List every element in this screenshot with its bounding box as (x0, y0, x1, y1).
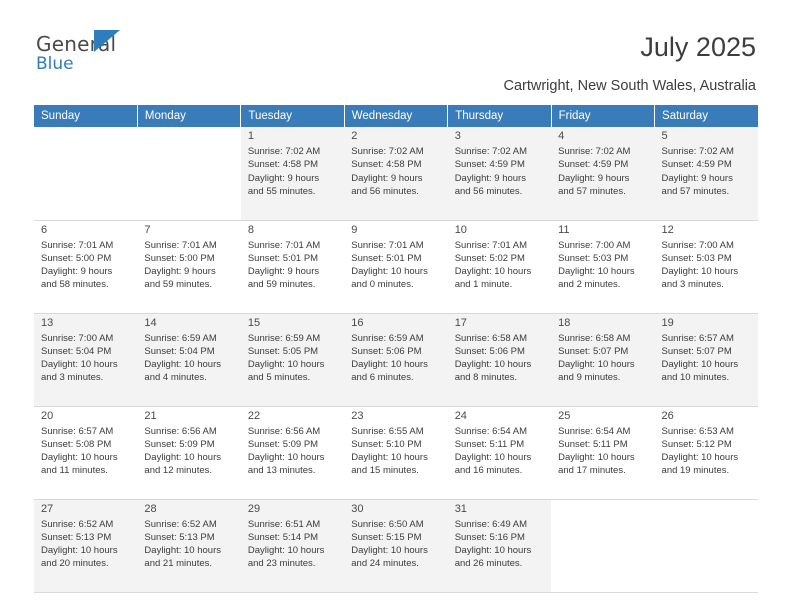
day-info-line: and 56 minutes. (351, 185, 419, 197)
day-info-line: Sunset: 5:01 PM (247, 252, 319, 264)
day-number: 9 (351, 223, 358, 236)
day-number: 4 (558, 130, 565, 142)
day-info-line: Sunset: 5:06 PM (454, 345, 525, 357)
day-info-line: and 0 minutes. (351, 279, 414, 291)
day-info-line: Sunset: 4:58 PM (351, 159, 422, 171)
calendar-header-row (34, 105, 758, 127)
day-info-line: Daylight: 10 hours (247, 452, 325, 464)
page-header (0, 0, 792, 94)
day-info-line: and 19 minutes. (661, 465, 730, 477)
calendar-day-cell[interactable] (137, 499, 240, 592)
day-info-line: Sunrise: 6:51 AM (247, 518, 321, 530)
calendar-day-cell[interactable] (551, 313, 654, 406)
calendar-cell-empty (655, 499, 758, 592)
logo-flag-icon (94, 30, 120, 52)
day-sun-info (248, 239, 339, 292)
day-info-line: Sunrise: 6:57 AM (41, 425, 114, 437)
day-sun-info (41, 518, 132, 571)
day-number: 13 (41, 316, 54, 329)
day-number: 20 (41, 409, 54, 422)
day-info-line: Sunset: 5:04 PM (144, 345, 215, 357)
day-sun-info (558, 332, 649, 385)
day-info-line: and 20 minutes. (41, 558, 109, 570)
day-info-line: Daylight: 10 hours (41, 452, 118, 464)
day-sun-info (351, 425, 442, 478)
day-info-line: and 8 minutes. (454, 372, 518, 384)
day-info-line: Sunset: 5:11 PM (558, 438, 628, 450)
day-info-line: Daylight: 9 hours (247, 266, 320, 278)
day-info-line: Sunrise: 6:59 AM (351, 332, 424, 344)
day-info-line: and 5 minutes. (247, 372, 311, 384)
day-info-line: Sunrise: 7:01 AM (351, 239, 424, 251)
day-number: 5 (661, 130, 668, 142)
day-info-line: Sunset: 5:06 PM (351, 345, 422, 357)
day-sun-info (455, 145, 546, 198)
day-info-line: Sunrise: 7:01 AM (144, 239, 217, 251)
calendar-day-cell[interactable] (551, 220, 654, 313)
day-number: 12 (661, 223, 674, 236)
day-info-line: Sunset: 5:11 PM (454, 438, 525, 450)
day-sun-info (248, 332, 339, 385)
day-info-line: Daylight: 10 hours (351, 452, 428, 464)
weekday-header-thursday: Thursday (448, 105, 551, 127)
day-info-line: and 12 minutes. (144, 465, 213, 477)
logo-text-blue: Blue (36, 54, 74, 74)
day-sun-info (144, 518, 235, 571)
day-info-line: Sunrise: 7:00 AM (41, 332, 114, 344)
day-info-line: Daylight: 9 hours (558, 172, 630, 184)
day-number: 30 (351, 502, 364, 515)
day-number: 16 (351, 316, 364, 329)
calendar-day-cell[interactable] (655, 406, 758, 499)
calendar-day-cell[interactable] (448, 127, 551, 220)
day-number: 23 (351, 409, 364, 422)
day-number: 28 (144, 502, 157, 515)
day-info-line: Sunrise: 7:01 AM (247, 239, 321, 251)
day-info-line: Daylight: 10 hours (454, 359, 532, 371)
day-info-line: Daylight: 9 hours (351, 172, 423, 184)
calendar-day-cell[interactable] (241, 127, 344, 220)
day-info-line: Daylight: 10 hours (558, 452, 635, 464)
calendar-week-row (34, 127, 758, 220)
day-info-line: Daylight: 9 hours (41, 266, 113, 278)
day-info-line: Sunset: 5:04 PM (41, 345, 112, 357)
day-sun-info (558, 425, 649, 478)
day-sun-info (455, 239, 546, 292)
calendar-day-cell[interactable] (551, 406, 654, 499)
day-info-line: Sunrise: 7:02 AM (247, 146, 321, 157)
day-info-line: Daylight: 10 hours (41, 359, 118, 371)
day-info-line: Sunrise: 6:54 AM (558, 425, 631, 437)
day-number: 10 (454, 223, 467, 236)
day-info-line: Daylight: 10 hours (351, 359, 428, 371)
calendar-day-cell[interactable] (137, 220, 240, 313)
day-info-line: Sunrise: 6:52 AM (144, 518, 217, 530)
day-number: 19 (661, 316, 674, 329)
day-sun-info (558, 239, 649, 292)
day-info-line: Daylight: 10 hours (351, 545, 428, 557)
day-number: 7 (144, 223, 151, 236)
day-info-line: Daylight: 10 hours (144, 545, 221, 557)
calendar-cell-empty (551, 499, 654, 592)
day-info-line: Daylight: 10 hours (144, 359, 221, 371)
day-number: 14 (144, 316, 157, 329)
location-subtitle: Cartwright, New South Wales, Australia (503, 78, 756, 94)
day-number: 1 (247, 130, 254, 142)
calendar-day-cell[interactable] (344, 220, 447, 313)
day-info-line: Sunrise: 6:57 AM (661, 332, 734, 344)
calendar-day-cell[interactable] (655, 127, 758, 220)
calendar-day-cell[interactable] (551, 127, 654, 220)
day-info-line: Sunset: 5:03 PM (558, 252, 629, 264)
day-info-line: and 26 minutes. (454, 558, 523, 570)
calendar-day-cell[interactable] (655, 220, 758, 313)
day-sun-info (351, 332, 442, 385)
day-info-line: Sunrise: 6:58 AM (558, 332, 631, 344)
day-info-line: Sunset: 5:13 PM (41, 531, 112, 543)
day-info-line: and 1 minute. (454, 279, 513, 291)
day-info-line: Daylight: 10 hours (558, 266, 635, 278)
day-info-line: and 21 minutes. (144, 558, 213, 570)
day-info-line: Sunrise: 7:02 AM (661, 146, 734, 157)
sunrise-sunset-calendar (34, 105, 758, 593)
calendar-body (34, 127, 758, 592)
calendar-day-cell[interactable] (241, 313, 344, 406)
day-info-line: and 13 minutes. (247, 465, 316, 477)
day-info-line: and 10 minutes. (661, 372, 730, 384)
calendar-week-row (34, 220, 758, 313)
day-info-line: Sunset: 5:00 PM (41, 252, 112, 264)
day-info-line: and 24 minutes. (351, 558, 419, 570)
day-info-line: Sunset: 5:07 PM (661, 345, 732, 357)
day-number: 11 (558, 223, 570, 236)
calendar-cell-empty (34, 127, 137, 220)
day-info-line: and 59 minutes. (247, 279, 316, 291)
day-info-line: Sunrise: 6:59 AM (247, 332, 321, 344)
calendar-day-cell[interactable] (344, 313, 447, 406)
day-info-line: Sunrise: 7:01 AM (41, 239, 114, 251)
day-info-line: Sunset: 4:59 PM (454, 159, 525, 171)
calendar-day-cell[interactable] (137, 313, 240, 406)
day-info-line: Daylight: 9 hours (144, 266, 216, 278)
day-info-line: Sunset: 5:15 PM (351, 531, 422, 543)
day-sun-info (144, 239, 235, 292)
calendar-day-cell[interactable] (34, 220, 137, 313)
day-info-line: Daylight: 10 hours (351, 266, 428, 278)
day-sun-info (144, 332, 235, 385)
day-info-line: Sunset: 5:05 PM (247, 345, 319, 357)
calendar-day-cell[interactable] (344, 127, 447, 220)
calendar-day-cell[interactable] (34, 313, 137, 406)
calendar-day-cell[interactable] (241, 220, 344, 313)
day-info-line: Sunrise: 6:59 AM (144, 332, 217, 344)
day-info-line: Sunrise: 7:00 AM (661, 239, 734, 251)
weekday-header-monday: Monday (137, 105, 240, 127)
calendar-day-cell[interactable] (448, 406, 551, 499)
day-number: 6 (41, 223, 48, 236)
day-info-line: and 59 minutes. (144, 279, 213, 291)
calendar-week-row (34, 406, 758, 499)
calendar-week-row (34, 499, 758, 592)
calendar-day-cell[interactable] (448, 499, 551, 592)
day-info-line: Sunrise: 6:53 AM (661, 425, 734, 437)
day-sun-info (662, 145, 753, 198)
page-title: July 2025 (640, 32, 756, 62)
day-info-line: Sunrise: 6:50 AM (351, 518, 424, 530)
day-info-line: Daylight: 10 hours (41, 545, 118, 557)
calendar-day-cell[interactable] (344, 499, 447, 592)
day-number: 22 (247, 409, 261, 422)
day-sun-info (41, 332, 132, 385)
day-info-line: Sunset: 4:59 PM (661, 159, 732, 171)
weekday-header-friday: Friday (551, 105, 654, 127)
day-info-line: and 15 minutes. (351, 465, 419, 477)
day-number: 25 (558, 409, 571, 422)
day-info-line: and 9 minutes. (558, 372, 621, 384)
day-sun-info (455, 425, 546, 478)
day-number: 21 (144, 409, 157, 422)
day-sun-info (662, 239, 753, 292)
calendar-day-cell[interactable] (448, 313, 551, 406)
day-sun-info (41, 425, 132, 478)
calendar-week-row (34, 313, 758, 406)
day-info-line: Daylight: 10 hours (558, 359, 635, 371)
calendar-day-cell[interactable] (34, 406, 137, 499)
day-info-line: and 11 minutes. (41, 465, 108, 477)
day-info-line: Sunset: 5:10 PM (351, 438, 422, 450)
day-sun-info (455, 518, 546, 571)
day-info-line: Sunrise: 6:55 AM (351, 425, 424, 437)
calendar-day-cell[interactable] (137, 406, 240, 499)
day-number: 31 (454, 502, 467, 515)
day-info-line: Sunset: 4:58 PM (247, 159, 319, 171)
day-sun-info (41, 239, 132, 292)
day-info-line: and 17 minutes. (558, 465, 626, 477)
day-number: 18 (558, 316, 571, 329)
day-number: 8 (247, 223, 254, 236)
day-sun-info (662, 332, 753, 385)
day-info-line: Sunset: 5:03 PM (661, 252, 732, 264)
weekday-header-wednesday: Wednesday (344, 105, 447, 127)
day-info-line: Sunrise: 6:56 AM (247, 425, 321, 437)
day-info-line: and 6 minutes. (351, 372, 414, 384)
day-info-line: Sunset: 5:12 PM (661, 438, 732, 450)
day-info-line: Daylight: 10 hours (454, 266, 532, 278)
day-info-line: Daylight: 10 hours (454, 452, 532, 464)
day-number: 2 (351, 130, 358, 142)
day-info-line: Daylight: 10 hours (661, 266, 739, 278)
day-sun-info (455, 332, 546, 385)
day-info-line: Sunset: 5:07 PM (558, 345, 629, 357)
day-sun-info (351, 239, 442, 292)
calendar-day-cell[interactable] (448, 220, 551, 313)
day-info-line: Daylight: 10 hours (454, 545, 532, 557)
day-number: 15 (247, 316, 261, 329)
weekday-header-saturday: Saturday (655, 105, 758, 127)
day-info-line: and 23 minutes. (247, 558, 316, 570)
day-info-line: Sunset: 5:14 PM (247, 531, 319, 543)
day-number: 3 (454, 130, 461, 142)
calendar-cell-empty (137, 127, 240, 220)
calendar-day-cell[interactable] (655, 313, 758, 406)
day-info-line: Daylight: 10 hours (661, 452, 739, 464)
calendar-day-cell[interactable] (34, 499, 137, 592)
calendar-day-cell[interactable] (344, 406, 447, 499)
day-number: 26 (661, 409, 674, 422)
day-info-line: Sunrise: 6:49 AM (454, 518, 528, 530)
calendar-day-cell[interactable] (241, 406, 344, 499)
day-info-line: Sunset: 5:09 PM (144, 438, 215, 450)
day-info-line: Sunset: 5:01 PM (351, 252, 422, 264)
day-info-line: Daylight: 10 hours (247, 359, 325, 371)
day-number: 24 (454, 409, 467, 422)
day-info-line: Daylight: 9 hours (661, 172, 733, 184)
weekday-header-tuesday: Tuesday (241, 105, 344, 127)
day-info-line: Daylight: 9 hours (247, 172, 320, 184)
day-sun-info (248, 145, 339, 198)
day-number: 29 (247, 502, 261, 515)
day-info-line: Sunrise: 6:56 AM (144, 425, 217, 437)
day-info-line: and 3 minutes. (41, 372, 104, 384)
day-info-line: Daylight: 9 hours (454, 172, 526, 184)
day-sun-info (351, 145, 442, 198)
day-info-line: Daylight: 10 hours (247, 545, 325, 557)
day-number: 27 (41, 502, 54, 515)
day-info-line: and 57 minutes. (558, 185, 626, 197)
day-info-line: and 16 minutes. (454, 465, 523, 477)
day-info-line: Sunset: 4:59 PM (558, 159, 629, 171)
day-info-line: and 58 minutes. (41, 279, 109, 291)
day-info-line: Sunrise: 7:02 AM (351, 146, 424, 157)
day-sun-info (662, 425, 753, 478)
day-sun-info (351, 518, 442, 571)
day-sun-info (144, 425, 235, 478)
day-info-line: and 4 minutes. (144, 372, 207, 384)
weekday-header (34, 105, 758, 127)
day-info-line: Sunset: 5:08 PM (41, 438, 112, 450)
day-info-line: and 56 minutes. (454, 185, 523, 197)
day-info-line: Sunrise: 7:00 AM (558, 239, 631, 251)
day-info-line: Sunrise: 7:02 AM (454, 146, 528, 157)
weekday-header-sunday: Sunday (34, 105, 137, 127)
day-info-line: and 55 minutes. (247, 185, 316, 197)
day-sun-info (248, 518, 339, 571)
day-info-line: Sunset: 5:00 PM (144, 252, 215, 264)
day-info-line: Sunrise: 6:52 AM (41, 518, 114, 530)
day-info-line: and 2 minutes. (558, 279, 621, 291)
day-info-line: Sunrise: 6:54 AM (454, 425, 528, 437)
day-info-line: Sunset: 5:16 PM (454, 531, 525, 543)
day-info-line: and 3 minutes. (661, 279, 724, 291)
day-info-line: Daylight: 10 hours (661, 359, 739, 371)
day-sun-info (248, 425, 339, 478)
logo-text-general: General (36, 32, 117, 56)
day-info-line: and 57 minutes. (661, 185, 730, 197)
day-info-line: Sunset: 5:13 PM (144, 531, 215, 543)
day-info-line: Daylight: 10 hours (144, 452, 221, 464)
day-info-line: Sunrise: 6:58 AM (454, 332, 528, 344)
calendar-day-cell[interactable] (241, 499, 344, 592)
day-info-line: Sunset: 5:09 PM (247, 438, 319, 450)
day-sun-info (558, 145, 649, 198)
day-info-line: Sunrise: 7:02 AM (558, 146, 631, 157)
day-info-line: Sunset: 5:02 PM (454, 252, 525, 264)
day-info-line: Sunrise: 7:01 AM (454, 239, 528, 251)
day-number: 17 (454, 316, 467, 329)
